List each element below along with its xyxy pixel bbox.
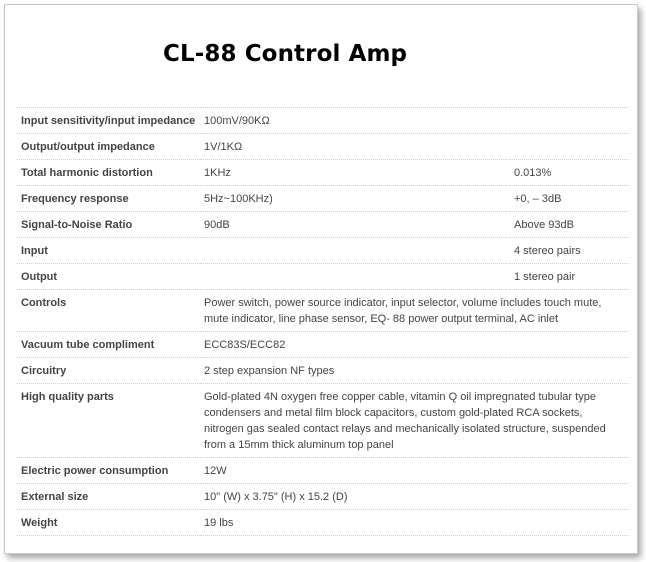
spec-label: Total harmonic distortion bbox=[17, 160, 200, 186]
spec-value: 100mV/90KΩ bbox=[200, 108, 629, 134]
spec-row bbox=[17, 332, 629, 358]
spec-extra-value: 0.013% bbox=[510, 160, 629, 186]
spec-row bbox=[17, 358, 629, 384]
spec-value: Power switch, power source indicator, input selector, volume includes touch mute, mute indicator, line phase sensor, EQ- 88 power output terminal, AC inlet bbox=[200, 290, 629, 332]
spec-row bbox=[17, 484, 629, 510]
spec-value: 12W bbox=[200, 458, 629, 484]
spec-row bbox=[17, 186, 629, 212]
spec-label: Frequency response bbox=[17, 186, 200, 212]
spec-label: Output/output impedance bbox=[17, 134, 200, 160]
spec-label: Circuitry bbox=[17, 358, 200, 384]
spec-value: 1V/1KΩ bbox=[200, 134, 629, 160]
spec-row bbox=[17, 160, 629, 186]
spec-label: Output bbox=[17, 264, 200, 290]
spec-value: Gold-plated 4N oxygen free copper cable, vitamin Q oil impregnated tubular type condensers and metal film block capacitors, custom gold-plated RCA sockets, nitrogen gas sealed contact relays and mechanically isolated structure, suspended from a 15mm thick aluminum top panel bbox=[200, 384, 629, 458]
spec-card bbox=[4, 4, 638, 554]
spec-label: High quality parts bbox=[17, 384, 200, 458]
spec-value: 90dB bbox=[200, 212, 510, 238]
spec-row bbox=[17, 134, 629, 160]
spec-row bbox=[17, 458, 629, 484]
spec-extra-value: Above 93dB bbox=[510, 212, 629, 238]
spec-value bbox=[200, 238, 510, 264]
spec-row bbox=[17, 238, 629, 264]
spec-row bbox=[17, 510, 629, 536]
spec-label: Vacuum tube compliment bbox=[17, 332, 200, 358]
spec-table bbox=[17, 107, 629, 536]
spec-value bbox=[200, 264, 510, 290]
spec-label: Input sensitivity/input impedance bbox=[17, 108, 200, 134]
spec-label: Controls bbox=[17, 290, 200, 332]
spec-label: Signal-to-Noise Ratio bbox=[17, 212, 200, 238]
spec-row bbox=[17, 384, 629, 458]
spec-extra-value: +0, – 3dB bbox=[510, 186, 629, 212]
spec-label: External size bbox=[17, 484, 200, 510]
spec-extra-value: 4 stereo pairs bbox=[510, 238, 629, 264]
spec-label: Input bbox=[17, 238, 200, 264]
spec-value: 10" (W) x 3.75" (H) x 15.2 (D) bbox=[200, 484, 629, 510]
spec-row bbox=[17, 264, 629, 290]
spec-value: 5Hz~100KHz) bbox=[200, 186, 510, 212]
spec-value: 1KHz bbox=[200, 160, 510, 186]
spec-label: Electric power consumption bbox=[17, 458, 200, 484]
spec-value: 2 step expansion NF types bbox=[200, 358, 629, 384]
spec-row bbox=[17, 212, 629, 238]
page-title: CL-88 Control Amp bbox=[163, 41, 408, 67]
spec-row bbox=[17, 290, 629, 332]
spec-table-body bbox=[17, 108, 629, 536]
spec-value: ECC83S/ECC82 bbox=[200, 332, 629, 358]
spec-label: Weight bbox=[17, 510, 200, 536]
spec-value: 19 lbs bbox=[200, 510, 629, 536]
spec-row bbox=[17, 108, 629, 134]
spec-extra-value: 1 stereo pair bbox=[510, 264, 629, 290]
